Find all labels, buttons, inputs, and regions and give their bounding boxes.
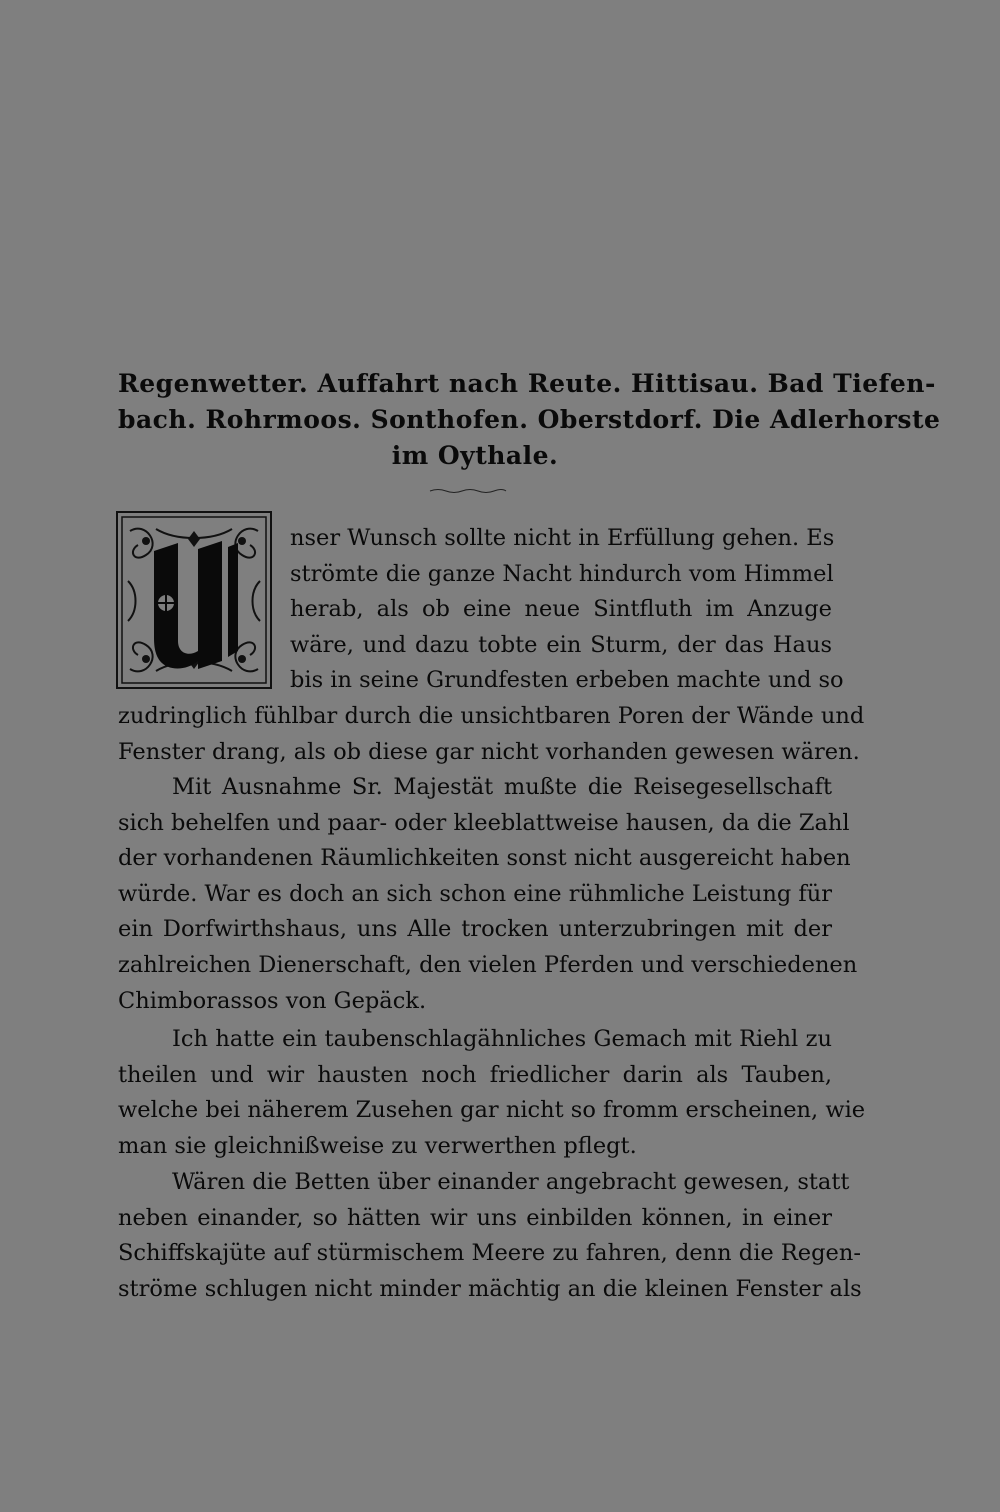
ornament-rule-icon bbox=[428, 488, 508, 494]
text-line: strömte die ganze Nacht hindurch vom Himmel bbox=[290, 560, 834, 587]
text-line: ein Dorfwirthshaus, uns Alle trocken unterzubringen mit der bbox=[118, 916, 832, 943]
text-line: Schiffskajüte auf stürmischem Meere zu fahren, denn die Regen- bbox=[118, 1240, 861, 1267]
text-line: welche bei näherem Zusehen gar nicht so fromm erscheinen, wie bbox=[118, 1097, 866, 1124]
paragraph bbox=[118, 770, 858, 1019]
text-line: Ich hatte ein taubenschlagähnliches Gemach mit Riehl zu bbox=[172, 1026, 832, 1052]
text-line: sich behelfen und paar- oder kleeblattweise hausen, da die Zahl bbox=[118, 809, 850, 836]
text-line: zahlreichen Dienerschaft, den vielen Pferden und verschiedenen bbox=[118, 951, 858, 978]
text-line: bis in seine Grundfesten erbeben machte und so bbox=[290, 667, 844, 694]
text-line: neben einander, so hätten wir uns einbilden können, in einer bbox=[118, 1204, 832, 1231]
text-line: zudringlich fühlbar durch die unsichtbaren Poren der Wände und bbox=[118, 702, 865, 729]
chapter-heading-line: bach. Rohrmoos. Sonthofen. Oberstdorf. Die Adlerhorste bbox=[118, 405, 941, 434]
paragraph bbox=[118, 1022, 866, 1164]
paragraph bbox=[118, 521, 865, 770]
text-line: Chimborassos von Gepäck. bbox=[118, 987, 427, 1014]
text-line: Mit Ausnahme Sr. Majestät mußte die Reisegesellschaft bbox=[172, 774, 832, 800]
text-line: Wären die Betten über einander angebracht gewesen, statt bbox=[172, 1169, 850, 1195]
text-line: würde. War es doch an sich schon eine rühmliche Leistung für bbox=[118, 880, 832, 907]
text-line: man sie gleichnißweise zu verwerthen pflegt. bbox=[118, 1132, 637, 1159]
paragraph bbox=[118, 1165, 862, 1307]
chapter-heading bbox=[118, 366, 941, 474]
text-line: Fenster drang, als ob diese gar nicht vorhanden gewesen wären. bbox=[118, 738, 860, 765]
text-line: theilen und wir hausten noch friedlicher darin als Tauben, bbox=[118, 1061, 832, 1088]
text-line: der vorhandenen Räumlichkeiten sonst nicht ausgereicht haben bbox=[118, 845, 851, 872]
text-line: herab, als ob eine neue Sintfluth im Anzuge bbox=[290, 596, 832, 623]
chapter-heading-line: im Oythale. bbox=[391, 441, 559, 470]
text-line: wäre, und dazu tobte ein Sturm, der das Haus bbox=[290, 631, 832, 658]
chapter-heading-line: Regenwetter. Auffahrt nach Reute. Hittisau. Bad Tiefen- bbox=[118, 369, 936, 398]
text-line: ströme schlugen nicht minder mächtig an die kleinen Fenster als bbox=[118, 1275, 862, 1302]
text-line: nser Wunsch sollte nicht in Erfüllung gehen. Es bbox=[290, 525, 835, 551]
